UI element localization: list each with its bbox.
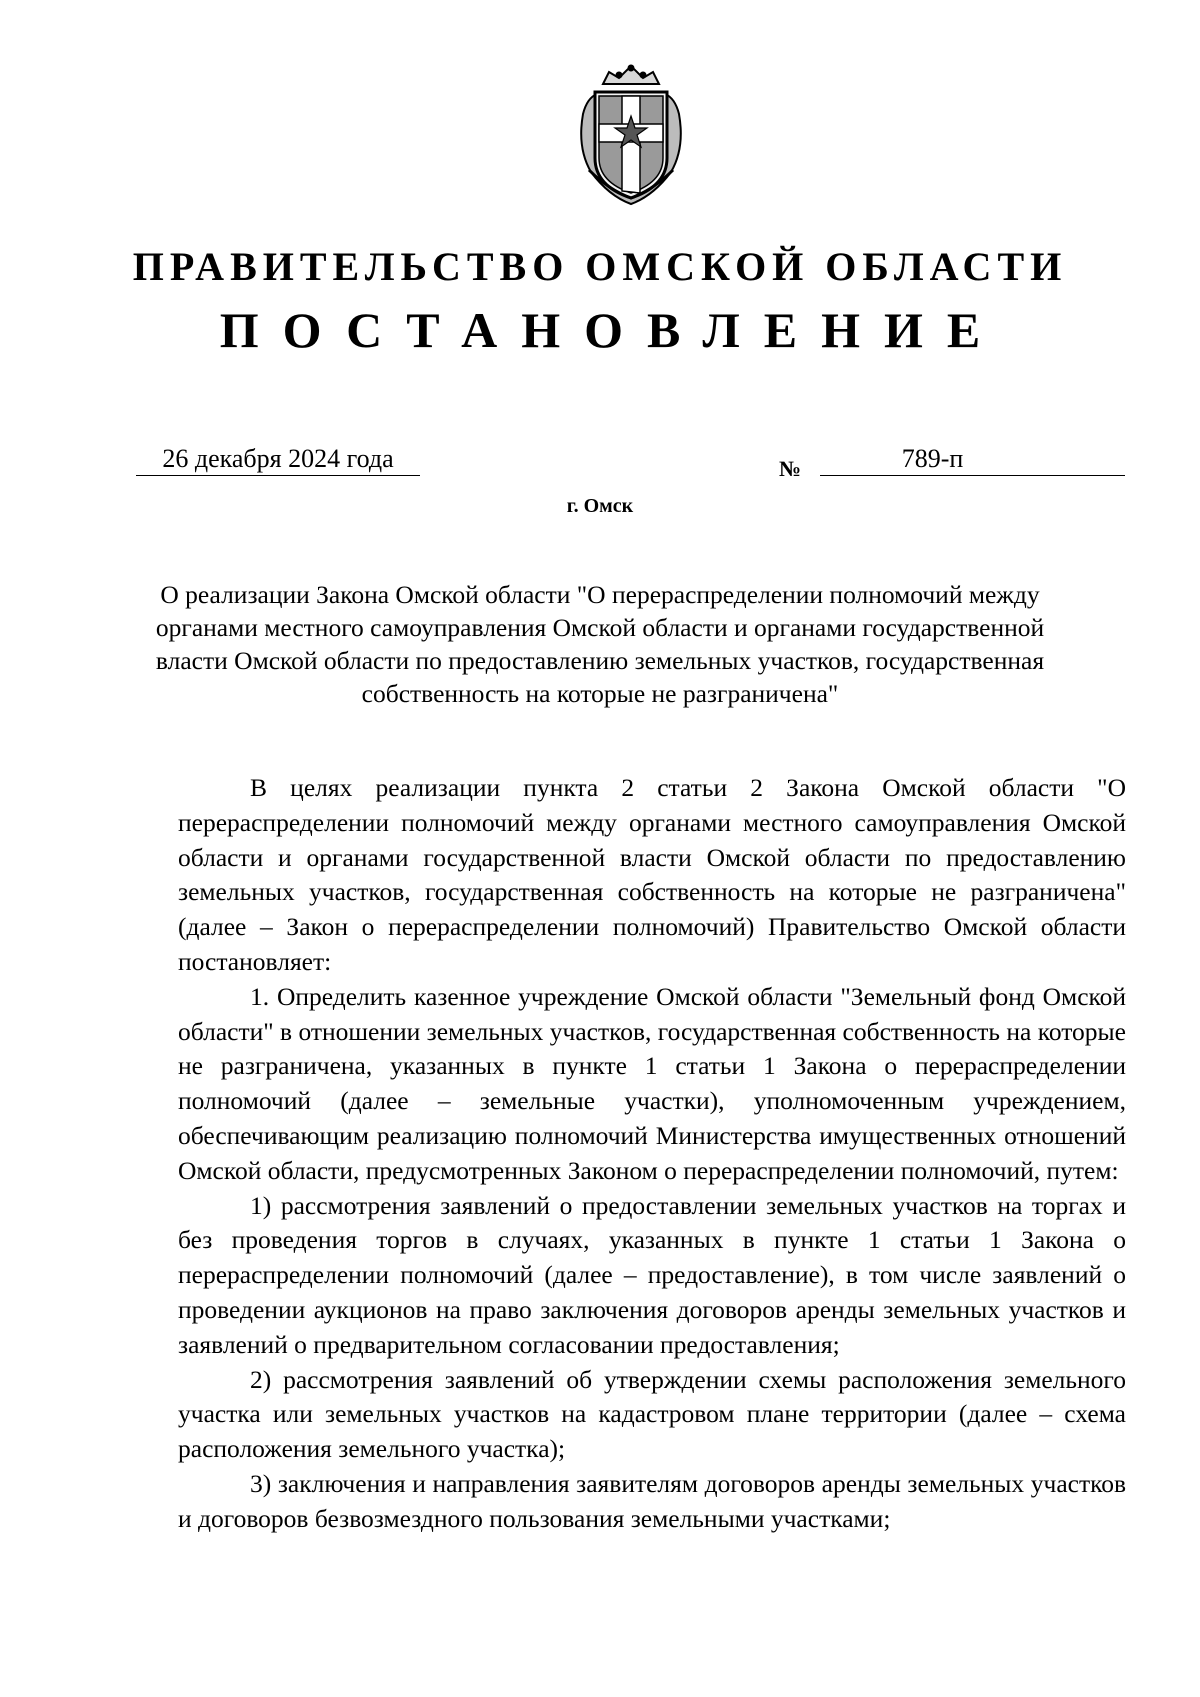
document-number: 789-п — [820, 443, 1125, 476]
omsk-coat-of-arms-emblem — [569, 58, 693, 208]
subitem-1-paragraph: 1) рассмотрения заявлений о предоставлении земельных участков на торгах и без проведения торгов в случаях, указанных в пункте 1 статьи 1 Закона о перераспределении полномочий (далее – предоставление), в том числе заявлений о проведении аукционов на право заключения договоров аренды земельных участков и заявлений о предварительном согласовании предоставления; — [178, 1190, 1126, 1359]
number-sign: № — [779, 456, 802, 481]
document-type-title: ПОСТАНОВЛЕНИЕ — [219, 302, 1005, 358]
preamble-paragraph: В целях реализации пункта 2 статьи 2 Закона Омской области "О перераспределении полномочий между органами местного самоуправления Омской области и органами государственной власти Омской области по предоставлению земельных участков, государственная собственность на которые не разграничена" (далее – Закон о перераспределении полномочий) Правительство Омской области постановляет: — [178, 773, 1126, 976]
city-label: г. Омск — [566, 495, 634, 517]
organization-title: ПРАВИТЕЛЬСТВО ОМСКОЙ ОБЛАСТИ — [132, 244, 1068, 289]
document-body — [178, 771, 1126, 1537]
document-date: 26 декабря 2024 года — [136, 443, 420, 476]
document-subject: О реализации Закона Омской области "О перераспределении полномочий между органами местного самоуправления Омской области и органами государственной власти Омской области по предоставлению земельных участков, государственная собственность на которые не разграничена" — [155, 580, 1045, 708]
item-1-paragraph: 1. Определить казенное учреждение Омской области "Земельный фонд Омской области" в отношении земельных участков, государственная собственность на которые не разграничена, указанных в пункте 1 статьи 1 Закона о перераспределении полномочий (далее – земельные участки), уполномоченным учреждением, обеспечивающим реализацию полномочий Министерства имущественных отношений Омской области, предусмотренных Законом о перераспределении полномочий, путем: — [178, 981, 1126, 1185]
subitem-2-paragraph: 2) рассмотрения заявлений об утверждении схемы расположения земельного участка или земельных участков на кадастровом плане территории (далее – схема расположения земельного участка); — [178, 1364, 1126, 1464]
subitem-3-paragraph: 3) заключения и направления заявителям договоров аренды земельных участков и договоров безвозмездного пользования земельными участками; — [178, 1468, 1126, 1533]
